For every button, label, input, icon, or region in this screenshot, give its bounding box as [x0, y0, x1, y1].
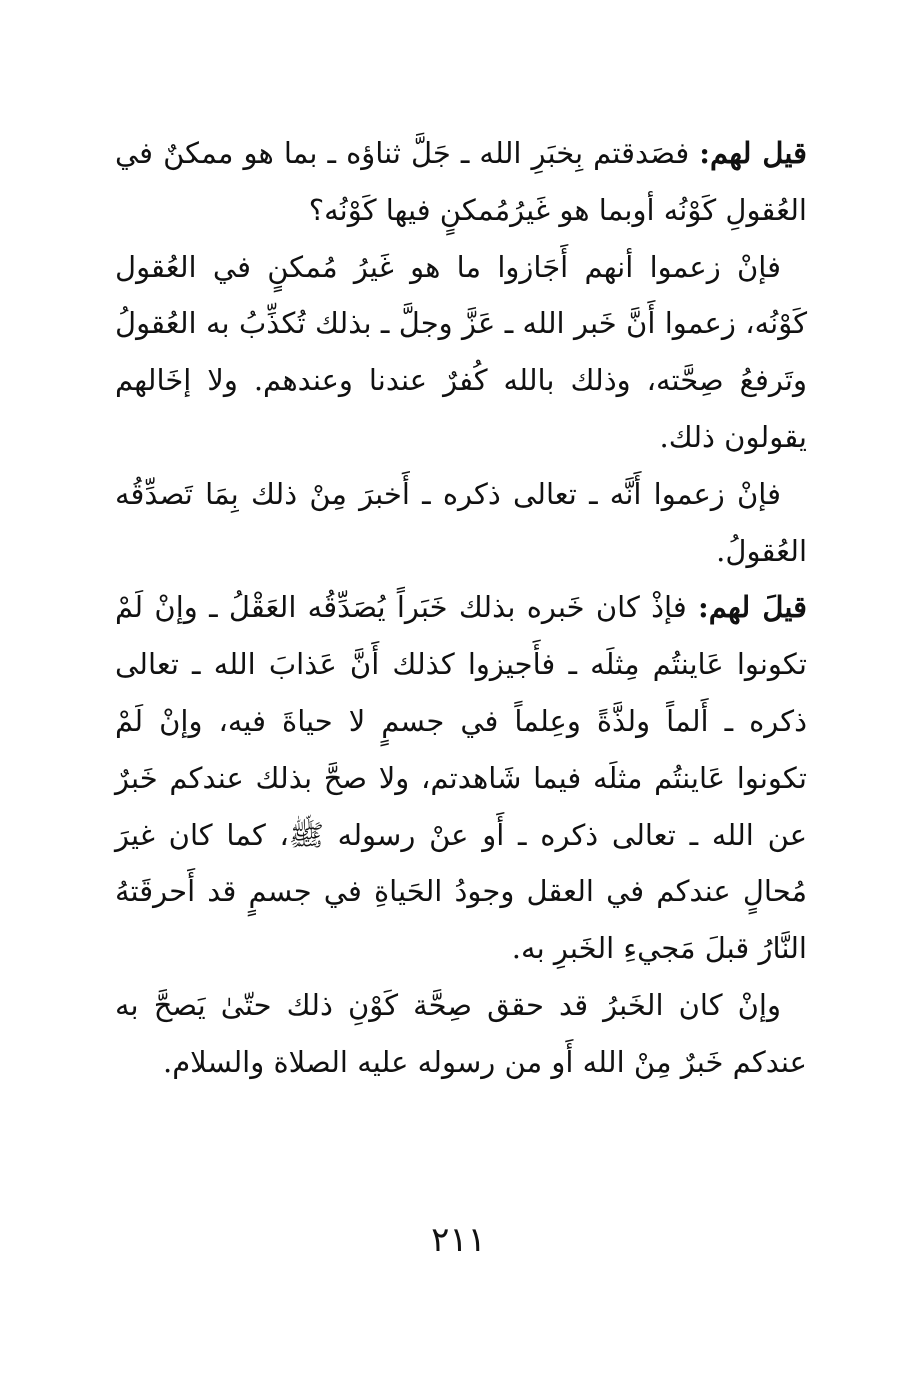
paragraph-3 — [115, 466, 807, 580]
paragraph-4 — [115, 579, 807, 977]
paragraph-1 — [115, 125, 807, 239]
paragraph-1-text: فصَدقتم بِخبَرِ الله ـ جَلَّ ثناؤه ـ بما هو ممكنٌ في العُقولِ كَوْنُه أوبما هو غَيرُمُمكنٍ فيها كَوْنُه؟ — [115, 136, 807, 227]
body-text — [115, 125, 807, 1091]
page-number: ٢١١ — [431, 1220, 486, 1260]
paragraph-3-text: فإنْ زعموا أَنَّه ـ تعالى ذكره ـ أَخبرَ مِنْ ذلك بِمَا تَصدِّقُه العُقولُ. — [115, 476, 807, 568]
paragraph-2 — [115, 239, 807, 466]
paragraph-4-text: فإذْ كان خَبره بذلك خَبَراً يُصَدِّقُه العَقْلُ ـ وإنْ لَمْ تكونوا عَاينتُم مِثلَه ـ فأَجيزوا كذلك أَنَّ عَذابَ الله ـ تعالى ذكره ـ أَلماً ولذَّةً وعِلماً في جسمٍ لا حياةَ فيه، وإنْ لَمْ تكونوا عَاينتُم مثلَه فيما شَاهدتم، ولا صحَّ بذلك عندكم خَبرٌ عن الله ـ تعالى ذكره ـ أَو عنْ رسوله ﷺ، كما كان غيرَ مُحالٍ عندكم في العقل وجودُ الحَياةِ في جسمٍ قد أَحرقَتهُ النَّارُ قبلَ مَجيءِ الخَبرِ به. — [115, 590, 808, 966]
paragraph-1-lead: قيل لهم: — [699, 136, 807, 170]
paragraph-4-lead: قيلَ لهم: — [698, 590, 807, 625]
paragraph-2-text: فإنْ زعموا أنهم أَجَازوا ما هو غَيرُ مُمكنٍ في العُقول كَوْنُه، زعموا أَنَّ خَبر الله ـ عَزَّ وجلَّ ـ بذلك تُكذِّبُ به العُقولُ وتَرفعُ صِحَّته، وذلك بالله كُفرٌ عندنا وعندهم. ولا إخَالهم يقولون ذلك. — [115, 249, 807, 454]
paragraph-5 — [115, 977, 807, 1091]
paragraph-5-text: وإنْ كان الخَبرُ قد حقق صِحَّة كَوْنِ ذلك حتّىٰ يَصحَّ به عندكم خَبرٌ مِنْ الله أَو من رسوله عليه الصلاة والسلام. — [115, 987, 807, 1079]
